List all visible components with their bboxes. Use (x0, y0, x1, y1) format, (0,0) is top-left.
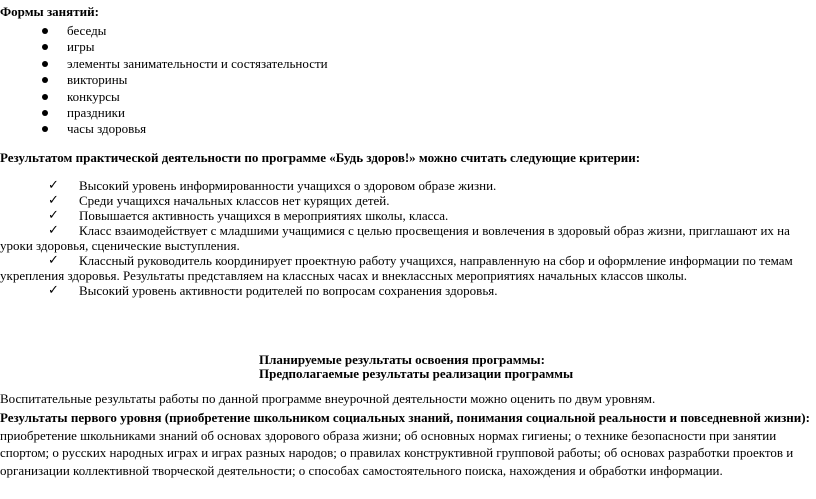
checkmark-icon: ✓ (48, 283, 59, 298)
disc-bullet-icon (42, 44, 48, 50)
list-item: праздники (42, 105, 328, 121)
checkmark-icon: ✓ (48, 208, 59, 223)
list-item: викторины (42, 72, 328, 88)
list-item: элементы занимательности и состязательности (42, 56, 328, 72)
disc-bullet-icon (42, 110, 48, 116)
list-item: ✓ Классный руководитель координирует проектную работу учащихся, направленную на сбор и оформление информации по темам укрепления здоровья. Результаты представляем на классных часах и внеклассных мероприятиях начальных классов школы. (0, 253, 793, 283)
checkmark-icon: ✓ (48, 193, 59, 208)
level1-heading: Результаты первого уровня (приобретение школьником социальных знаний, понимания социальной реальности и повседневной жизни): (0, 410, 810, 425)
list-item: часы здоровья (42, 121, 328, 137)
list-item: игры (42, 39, 328, 55)
forms-list (42, 23, 328, 138)
list-item: беседы (42, 23, 328, 39)
disc-bullet-icon (42, 94, 48, 100)
forms-heading: Формы занятий: (0, 4, 99, 19)
list-item: ✓ Высокий уровень активности родителей по вопросам сохранения здоровья. (48, 283, 498, 298)
checkmark-icon: ✓ (48, 253, 59, 268)
list-item: конкурсы (42, 89, 328, 105)
planned-intro: Воспитательные результаты работы по данной программе внеурочной деятельности можно оценить по двум уровням. (0, 391, 656, 406)
level1-paragraph (0, 409, 816, 479)
list-item: ✓ Среди учащихся начальных классов нет курящих детей. (48, 193, 390, 208)
disc-bullet-icon (42, 126, 48, 132)
disc-bullet-icon (42, 28, 48, 34)
checkmark-icon: ✓ (48, 178, 59, 193)
planned-title-2: Предполагаемые результаты реализации программы (259, 366, 574, 381)
planned-title-1: Планируемые результаты освоения программы: (259, 352, 545, 367)
checkmark-icon: ✓ (48, 223, 59, 238)
list-item: ✓ Повышается активность учащихся в мероприятиях школы, класса. (48, 208, 449, 223)
disc-bullet-icon (42, 61, 48, 67)
level1-text: приобретение школьниками знаний об основах здорового образа жизни; об основных нормах гигиены; о технике безопасности при занятии спортом; о русских народных играх и играх разных народов; о правилах конструктивной групповой работы; об основах разработки проектов и организации коллективной творческой деятельности; о способах самостоятельного поиска, нахождения и обработки информации. (0, 427, 794, 478)
disc-bullet-icon (42, 77, 48, 83)
list-item: ✓ Класс взаимодействует с младшими учащимися с целью просвещения и вовлечения в здоровый образ жизни, приглашают их на уроки здоровья, сценические выступления. (0, 223, 790, 253)
criteria-list (0, 178, 816, 298)
results-heading: Результатом практической деятельности по программе «Будь здоров!» можно считать следующие критерии: (0, 150, 641, 165)
list-item: ✓ Высокий уровень информированности учащихся о здоровом образе жизни. (48, 178, 497, 193)
